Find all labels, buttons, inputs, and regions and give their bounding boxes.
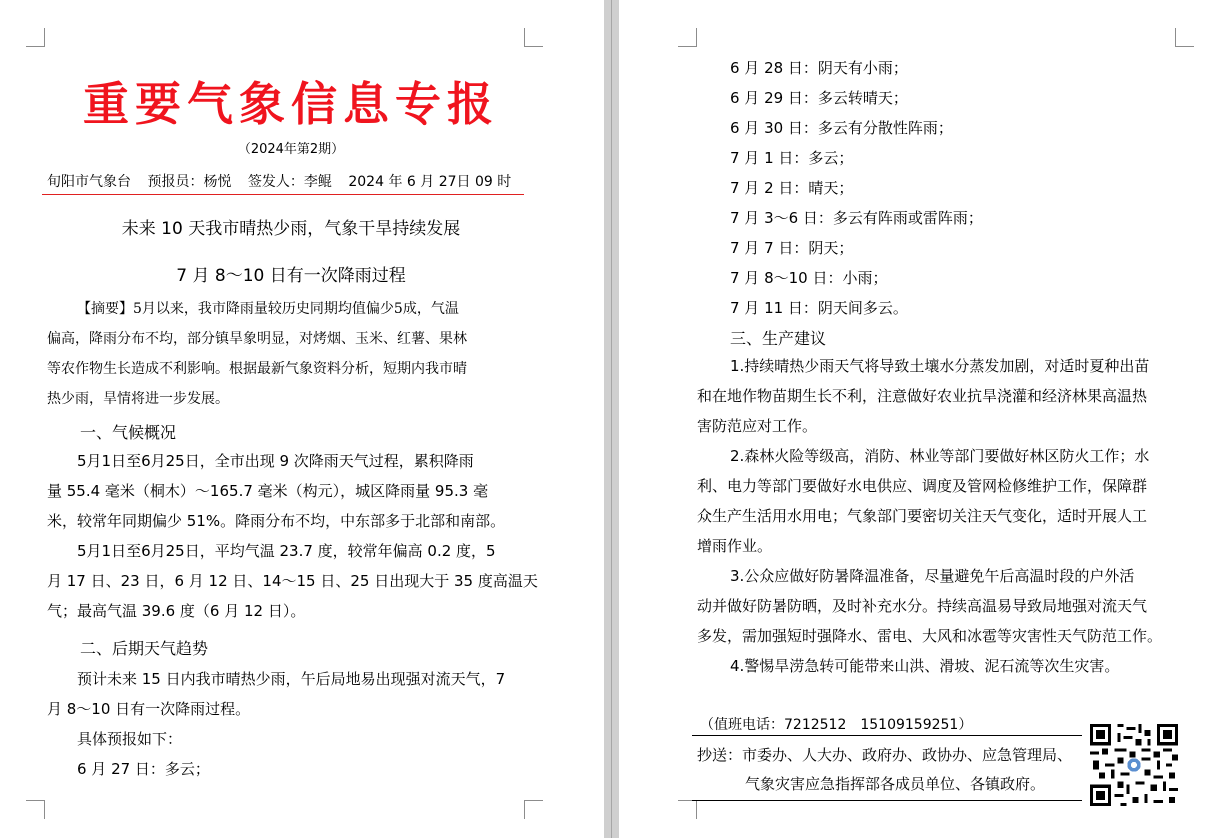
body-line: 量 55.4 毫米（桐木）～165.7 毫米（构元），城区降雨量 95.3 毫 bbox=[47, 482, 489, 500]
abstract-line: 【摘要】5月以来，我市降雨量较历史同期均值偏少5成，气温 bbox=[77, 301, 459, 317]
footer-rule-top bbox=[692, 735, 1082, 736]
report-meta bbox=[47, 171, 523, 191]
red-rule bbox=[42, 194, 524, 195]
forecast-line: 7 月 2 日：晴天； bbox=[730, 179, 854, 197]
meta-forecaster: 预报员：杨悦 bbox=[147, 174, 232, 190]
body-line: 4.警惕旱涝急转可能带来山洪、滑坡、泥石流等次生灾害。 bbox=[730, 657, 1120, 675]
body-line: 月 8～10 日有一次降雨过程。 bbox=[47, 700, 251, 718]
crop-mark-bottom-right bbox=[524, 800, 543, 819]
body-line: 米，较常年同期偏少 51%。降雨分布不均，中东部多于北部和南部。 bbox=[47, 512, 506, 530]
section-2-title: 二、后期天气趋势 bbox=[80, 639, 209, 658]
crop-mark-bottom-left bbox=[26, 800, 45, 819]
section-1-title: 一、气候概况 bbox=[80, 423, 177, 442]
abstract-line: 偏高，降雨分布不均，部分镇旱象明显，对烤烟、玉米、红薯、果林 bbox=[47, 331, 467, 347]
abstract-line: 等农作物生长造成不利影响。根据最新气象资料分析，短期内我市晴 bbox=[47, 361, 467, 377]
forecast-line: 7 月 3～6 日：多云有阵雨或雷阵雨； bbox=[730, 209, 983, 227]
forecast-line: 7 月 8～10 日：小雨； bbox=[730, 269, 888, 287]
body-line: 多发，需加强短时强降水、雷电、大风和冰雹等灾害性天气防范工作。 bbox=[697, 627, 1163, 645]
meta-datetime: 2024 年 6 月 27日 09 时 bbox=[348, 174, 512, 190]
forecast-line: 6 月 30 日：多云有分散性阵雨； bbox=[730, 119, 953, 137]
issue-number: （2024年第2期） bbox=[237, 142, 345, 157]
crop-mark-top-left bbox=[678, 28, 697, 47]
meta-org: 旬阳市气象台 bbox=[47, 174, 131, 190]
headline-2: 7 月 8～10 日有一次降雨过程 bbox=[176, 266, 406, 286]
duty-phone: （值班电话：7212512 15109159251） bbox=[700, 717, 973, 733]
cc-line-2: 气象灾害应急指挥部各成员单位、各镇政府。 bbox=[745, 775, 1046, 793]
cc-line-1: 抄送：市委办、人大办、政府办、政协办、应急管理局、 bbox=[697, 746, 1073, 764]
body-line: 气；最高气温 39.6 度（6 月 12 日）。 bbox=[47, 602, 306, 620]
body-line: 3.公众应做好防暑降温准备，尽量避免午后高温时段的户外活 bbox=[730, 567, 1135, 585]
body-line: 1.持续晴热少雨天气将导致土壤水分蒸发加剧，对适时夏种出苗 bbox=[730, 357, 1150, 375]
page-gutter bbox=[604, 0, 619, 838]
headline-1: 未来 10 天我市晴热少雨，气象干旱持续发展 bbox=[121, 219, 461, 239]
crop-mark-bottom-left bbox=[678, 800, 697, 819]
crop-mark-top-left bbox=[26, 28, 45, 47]
forecast-line: 6 月 29 日：多云转晴天； bbox=[730, 89, 908, 107]
section-3-title: 三、生产建议 bbox=[730, 329, 827, 348]
body-line: 增雨作业。 bbox=[697, 537, 773, 555]
forecast-line: 7 月 1 日：多云； bbox=[730, 149, 854, 167]
body-line: 动并做好防暑防晒，及时补充水分。持续高温易导致局地强对流天气 bbox=[697, 597, 1148, 615]
body-line: 和在地作物苗期生长不利，注意做好农业抗旱浇灌和经济林果高温热 bbox=[697, 387, 1148, 405]
forecast-line: 7 月 11 日：阴天间多云。 bbox=[730, 299, 908, 317]
abstract-line: 热少雨，旱情将进一步发展。 bbox=[47, 391, 229, 407]
report-title: 重要气象信息专报 bbox=[83, 77, 499, 131]
body-line: 具体预报如下： bbox=[77, 730, 183, 748]
body-line: 5月1日至6月25日，平均气温 23.7 度，较常年偏高 0.2 度，5 bbox=[77, 542, 496, 560]
forecast-line: 6 月 28 日：阴天有小雨； bbox=[730, 59, 908, 77]
crop-mark-top-right bbox=[1175, 28, 1194, 47]
document-page-left bbox=[0, 0, 604, 838]
body-line: 害防范应对工作。 bbox=[697, 417, 818, 435]
body-line: 预计未来 15 日内我市晴热少雨，午后局地易出现强对流天气，7 bbox=[77, 670, 506, 688]
meta-signer: 签发人：李鲲 bbox=[247, 174, 332, 190]
forecast-line: 7 月 7 日：阴天； bbox=[730, 239, 854, 257]
footer-rule-bottom bbox=[692, 800, 1082, 801]
body-line: 月 17 日、23 日，6 月 12 日、14～15 日、25 日出现大于 35 度高温天 bbox=[47, 572, 538, 590]
qr-code-icon bbox=[1090, 724, 1178, 806]
body-line: 利、电力等部门要做好水电供应、调度及管网检修维护工作，保障群 bbox=[697, 477, 1148, 495]
body-line: 众生产生活用水用电；气象部门要密切关注天气变化，适时开展人工 bbox=[697, 507, 1148, 525]
forecast-line: 6 月 27 日：多云； bbox=[77, 760, 210, 778]
body-line: 5月1日至6月25日，全市出现 9 次降雨天气过程，累积降雨 bbox=[77, 452, 474, 470]
body-line: 2.森林火险等级高，消防、林业等部门要做好林区防火工作；水 bbox=[730, 447, 1150, 465]
crop-mark-top-right bbox=[524, 28, 543, 47]
